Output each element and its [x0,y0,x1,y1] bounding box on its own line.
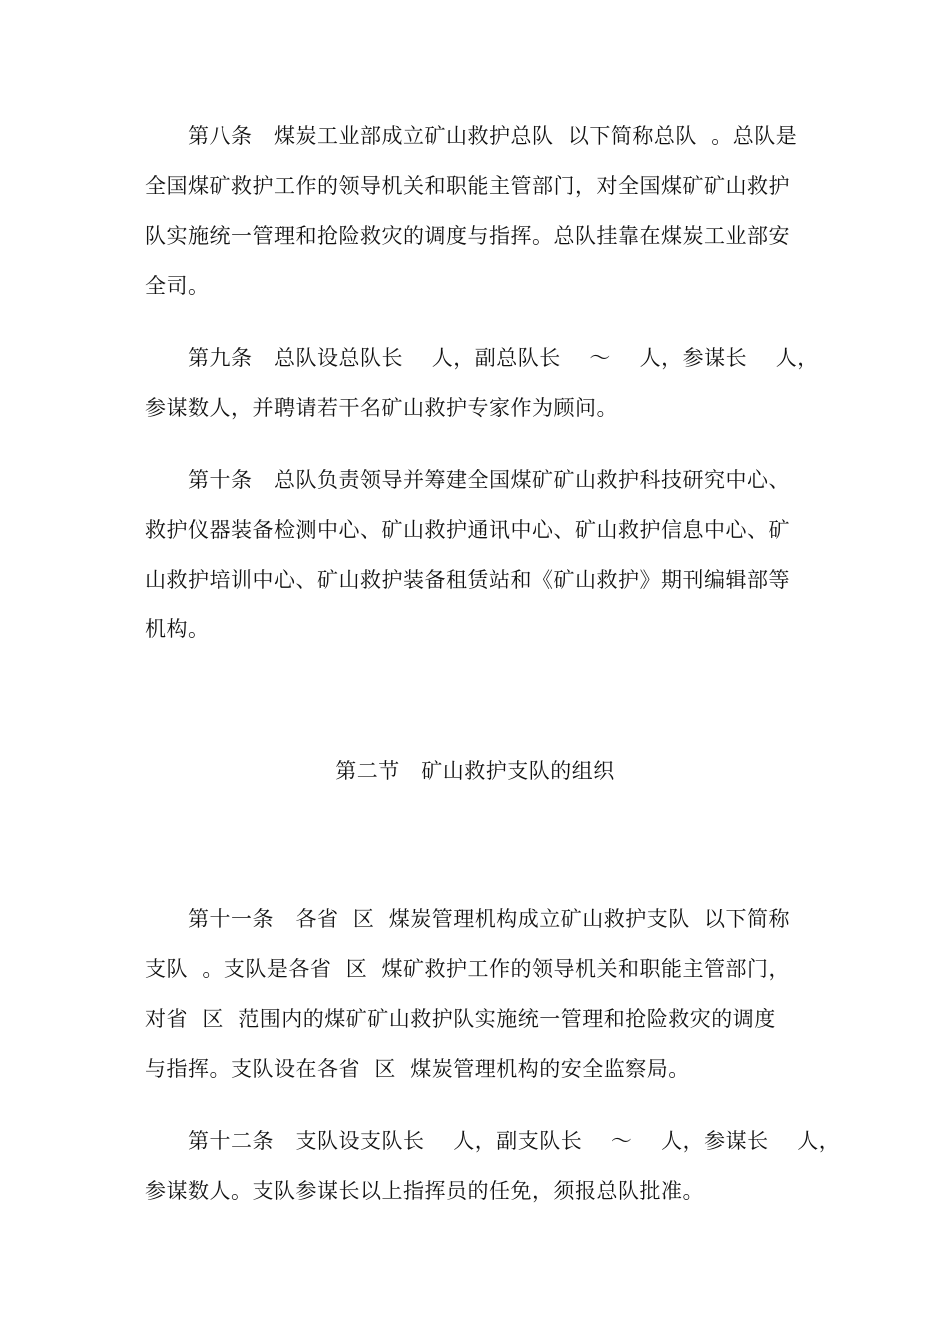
paragraph-line: 对省 区 范围内的煤矿矿山救护队实施统一管理和抢险救灾的调度 [145,1007,776,1031]
paragraph-line: 机构。 [145,617,210,641]
paragraph-line: 救护仪器装备检测中心、矿山救护通讯中心、矿山救护信息中心、矿 [145,518,790,542]
paragraph-line: 队实施统一管理和抢险救灾的调度与指挥。总队挂靠在煤炭工业部安 [145,224,790,248]
paragraph-line: 全国煤矿救护工作的领导机关和职能主管部门，对全国煤矿矿山救护 [145,174,790,198]
paragraph-line: 第九条 总队设总队长 人，副总队长 ～ 人，参谋长 人， [188,346,819,370]
paragraph-line: 第八条 煤炭工业部成立矿山救护总队 以下简称总队 。总队是 [188,124,798,148]
paragraph-line: 参谋数人，并聘请若干名矿山救护专家作为顾问。 [145,396,618,420]
paragraph-line: 全司。 [145,274,210,298]
paragraph-line: 山救护培训中心、矿山救护装备租赁站和《矿山救护》期刊编辑部等 [145,568,790,592]
paragraph-line: 参谋数人。支队参谋长以上指挥员的任免，须报总队批准。 [145,1179,704,1203]
paragraph-line: 第十二条 支队设支队长 人，副支队长 ～ 人，参谋长 人， [188,1129,841,1153]
paragraph-line: 支队 。支队是各省 区 煤矿救护工作的领导机关和职能主管部门， [145,957,791,981]
section-heading: 第二节 矿山救护支队的组织 [335,759,615,783]
paragraph-line: 第十条 总队负责领导并筹建全国煤矿矿山救护科技研究中心、 [188,468,790,492]
paragraph-line: 第十一条 各省 区 煤炭管理机构成立矿山救护支队 以下简称 [188,907,791,931]
paragraph-line: 与指挥。支队设在各省 区 煤炭管理机构的安全监察局。 [145,1057,690,1081]
